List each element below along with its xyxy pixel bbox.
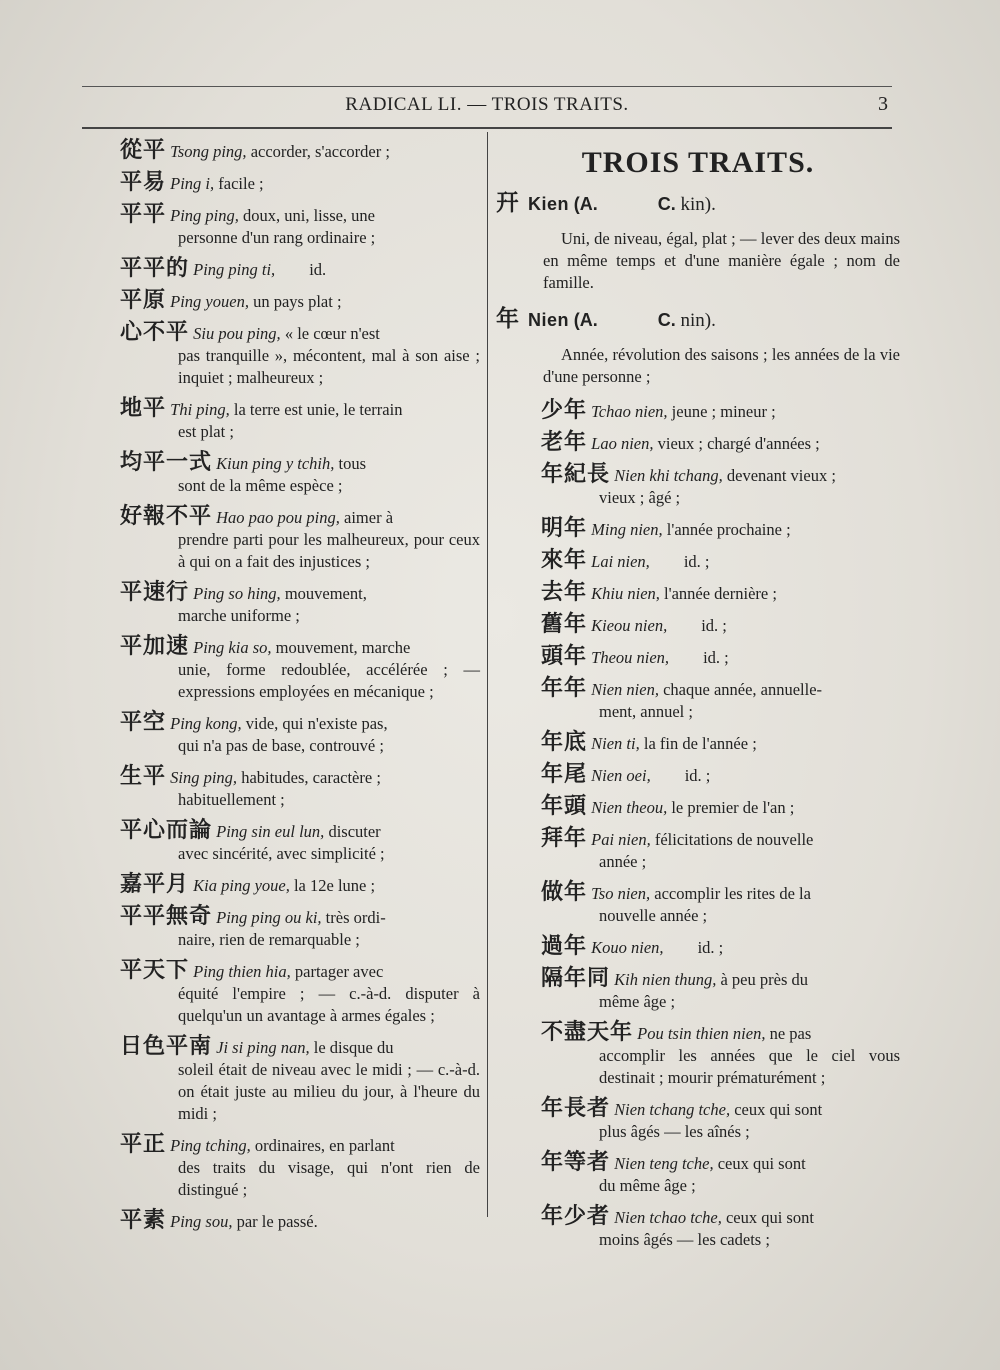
entry-characters: 平速行: [120, 580, 190, 605]
entry-characters: 年等者: [541, 1150, 611, 1175]
character-heading-nien: [496, 306, 900, 334]
entry-characters: 嘉平月: [120, 872, 190, 897]
entry-definition: félicitations de nouvelle: [650, 830, 814, 849]
dictionary-entry: [541, 936, 900, 959]
entry-definition-continued: vieux ; âgé ;: [599, 488, 681, 507]
dictionary-entry: [120, 258, 480, 281]
entry-definition-continued: marche uniforme ;: [178, 606, 300, 625]
entry-romanization: Tsong ping,: [170, 142, 247, 161]
entry-definition: accomplir les rites de la: [650, 884, 811, 903]
entry-definition: la terre est unie, le terrain: [229, 400, 403, 419]
entry-definition: vide, qui n'existe pas,: [241, 714, 388, 733]
heading-character: 幵: [496, 190, 520, 216]
entry-characters: 好報不平: [120, 504, 213, 529]
dictionary-entry: [120, 322, 480, 389]
dictionary-entry: [541, 882, 900, 927]
entry-definition: vieux ; chargé d'années ;: [653, 434, 820, 453]
entry-definition-continued: ment, annuel ;: [599, 702, 693, 721]
dictionary-entry: [120, 1134, 480, 1201]
entry-romanization: Nien khi tchang,: [614, 466, 723, 485]
entry-characters: 少年: [541, 398, 588, 423]
dictionary-entry: [541, 732, 900, 755]
dictionary-entry: [120, 906, 480, 951]
dictionary-entry: [541, 1022, 900, 1089]
entry-definition-continued: soleil était de niveau avec le midi ; — c.-à-d. on était juste au milieu du jour, à l'heure du midi ;: [178, 1060, 480, 1123]
entry-definition: habitudes, caractère ;: [237, 768, 381, 787]
entry-definition: ceux qui sont: [721, 1208, 814, 1227]
entry-definition: mouvement, marche: [271, 638, 411, 657]
entry-definition: l'année prochaine ;: [662, 520, 791, 539]
entry-characters: 平天下: [120, 958, 190, 983]
entry-characters: 平加速: [120, 634, 190, 659]
entry-definition: accorder, s'accorder ;: [246, 142, 390, 161]
entry-definition: discuter: [324, 822, 381, 841]
entry-definition-continued: accomplir les années que le ciel vous destinait ; mourir prématurément ;: [599, 1046, 900, 1087]
entry-definition: id. ;: [701, 616, 727, 635]
entry-romanization: Lao nien,: [591, 434, 654, 453]
dictionary-entry: [541, 582, 900, 605]
entry-definition-continued: personne d'un rang ordinaire ;: [178, 228, 376, 247]
entry-romanization: Nien tchang tche,: [614, 1100, 731, 1119]
heading-character: 年: [496, 306, 520, 332]
left-column: [120, 140, 480, 1242]
entry-characters: 來年: [541, 548, 588, 573]
entry-definition: très ordi-: [321, 908, 386, 927]
entry-characters: 年尾: [541, 762, 588, 787]
entry-characters: 平正: [120, 1132, 167, 1157]
dictionary-entry: [541, 400, 900, 423]
heading-c-label: C.: [657, 310, 676, 330]
dictionary-entry: [541, 828, 900, 873]
entry-definition-continued: prendre parti pour les malheureux, pour ceux à qui on a fait des injustices ;: [178, 530, 480, 571]
entry-characters: 年長者: [541, 1096, 611, 1121]
dictionary-entry: [541, 764, 900, 787]
entry-definition: id. ;: [697, 938, 724, 957]
entry-romanization: Ping sin eul lun,: [216, 822, 325, 841]
entry-definition: id.: [309, 260, 327, 279]
entry-definition: partager avec: [290, 962, 384, 981]
entry-definition-continued: pas tranquille », mécontent, mal à son aise ; inquiet ; malheureux ;: [178, 346, 480, 387]
entry-definition-continued: du même âge ;: [599, 1176, 696, 1195]
entry-characters: 地平: [120, 396, 167, 421]
entry-romanization: Ming nien,: [591, 520, 663, 539]
dictionary-entry: [541, 796, 900, 819]
entry-romanization: Nien ti,: [591, 734, 640, 753]
entry-definition-continued: plus âgés — les aînés ;: [599, 1122, 750, 1141]
entry-definition-continued: nouvelle année ;: [599, 906, 708, 925]
dictionary-entry: [120, 398, 480, 443]
dictionary-entry: [120, 1036, 480, 1125]
entry-characters: 均平一式: [120, 450, 213, 475]
entry-romanization: Ping ping,: [170, 206, 239, 225]
entry-characters: 平心而論: [120, 818, 213, 843]
dictionary-entry: [120, 712, 480, 757]
entry-romanization: Kouo nien,: [591, 938, 664, 957]
entry-definition: mouvement,: [280, 584, 367, 603]
entry-definition: doux, uni, lisse, une: [238, 206, 376, 225]
entry-characters: 做年: [541, 880, 588, 905]
heading-c-value: nin).: [680, 310, 716, 331]
entry-romanization: Pai nien,: [591, 830, 651, 849]
dictionary-entry: [120, 874, 480, 897]
entry-characters: 隔年同: [541, 966, 611, 991]
dictionary-entry: [120, 820, 480, 865]
entry-characters: 拜年: [541, 826, 588, 851]
heading-a-label: (A.: [573, 194, 598, 214]
entry-romanization: Nien theou,: [591, 798, 668, 817]
nien-compound-list: [496, 400, 900, 1251]
dictionary-entry: [541, 432, 900, 455]
entry-romanization: Ping sou,: [170, 1212, 233, 1231]
entry-definition-continued: sont de la même espèce ;: [178, 476, 343, 495]
entry-definition: par le passé.: [232, 1212, 318, 1231]
dictionary-entry: [541, 646, 900, 669]
entry-characters: 平平無奇: [120, 904, 213, 929]
entry-romanization: Ping ping ou ki,: [216, 908, 322, 927]
entry-romanization: Ping kong,: [170, 714, 242, 733]
heading-a-label: (A.: [573, 310, 598, 330]
dictionary-entry: [120, 506, 480, 573]
entry-definition: l'année dernière ;: [659, 584, 777, 603]
entry-romanization: Siu pou ping,: [193, 324, 281, 343]
entry-romanization: Nien nien,: [591, 680, 659, 699]
dictionary-entry: [120, 960, 480, 1027]
entry-characters: 生平: [120, 764, 167, 789]
dictionary-entry: [120, 204, 480, 249]
entry-characters: 年紀長: [541, 462, 611, 487]
entry-definition: jeune ; mineur ;: [667, 402, 776, 421]
entry-definition-continued: unie, forme redoublée, accélérée ; — expressions employées en mécanique ;: [178, 660, 480, 701]
entry-characters: 平平的: [120, 256, 190, 281]
entry-romanization: Kieou nien,: [591, 616, 668, 635]
entry-definition: devenant vieux ;: [722, 466, 836, 485]
dictionary-entry: [120, 766, 480, 811]
entry-definition: aimer à: [339, 508, 394, 527]
entry-definition-continued: habituellement ;: [178, 790, 285, 809]
dictionary-entry: [541, 1206, 900, 1251]
definition-kien: Uni, de niveau, égal, plat ; — lever des deux mains en même temps et d'une manière égale ; nom de famille.: [543, 229, 900, 292]
entry-definition: chaque année, annuelle-: [658, 680, 823, 699]
definition-nien: Année, révolution des saisons ; les années de la vie d'une personne ;: [543, 345, 900, 386]
entry-characters: 老年: [541, 430, 588, 455]
entry-characters: 明年: [541, 516, 588, 541]
dictionary-entry: [541, 614, 900, 637]
heading-romanization: Nien: [528, 310, 570, 330]
entry-characters: 平原: [120, 288, 167, 313]
entry-definition: ne pas: [765, 1024, 812, 1043]
dictionary-entry: [541, 1098, 900, 1143]
entry-definition-continued: année ;: [599, 852, 647, 871]
entry-definition-continued: qui n'a pas de base, controuvé ;: [178, 736, 384, 755]
entry-romanization: Ping so hing,: [193, 584, 281, 603]
entry-definition-continued: des traits du visage, qui n'ont rien de distingué ;: [178, 1158, 480, 1199]
entry-definition: facile ;: [214, 174, 264, 193]
entry-characters: 平空: [120, 710, 167, 735]
entry-definition-continued: même âge ;: [599, 992, 676, 1011]
entry-romanization: Pou tsin thien nien,: [637, 1024, 766, 1043]
dictionary-entry: [541, 518, 900, 541]
entry-romanization: Ping i,: [170, 174, 215, 193]
entry-characters: 頭年: [541, 644, 588, 669]
entry-definition-continued: moins âgés — les cadets ;: [599, 1230, 770, 1249]
entry-romanization: Tchao nien,: [591, 402, 668, 421]
entry-definition-continued: naire, rien de remarquable ;: [178, 930, 360, 949]
entry-romanization: Kia ping youe,: [193, 876, 290, 895]
entry-characters: 去年: [541, 580, 588, 605]
entry-romanization: Nien oei,: [591, 766, 651, 785]
entry-definition: ordinaires, en parlant: [250, 1136, 395, 1155]
entry-romanization: Khiu nien,: [591, 584, 660, 603]
entry-romanization: Theou nien,: [591, 648, 670, 667]
entry-romanization: Ping ping ti,: [193, 260, 276, 279]
entry-definition: id. ;: [683, 552, 710, 571]
entry-romanization: Nien teng tche,: [614, 1154, 714, 1173]
dictionary-entry: [541, 968, 900, 1013]
entry-definition: ceux qui sont: [713, 1154, 806, 1173]
page-number: 3: [878, 93, 888, 115]
entry-characters: 平素: [120, 1208, 167, 1233]
entry-romanization: Ji si ping nan,: [216, 1038, 310, 1057]
dictionary-entry: [120, 1210, 480, 1233]
entry-romanization: Ping kia so,: [193, 638, 272, 657]
entry-romanization: Ping tching,: [170, 1136, 251, 1155]
entry-romanization: Lai nien,: [591, 552, 650, 571]
entry-definition: la fin de l'année ;: [639, 734, 757, 753]
entry-characters: 平平: [120, 202, 167, 227]
entry-definition-continued: avec sincérité, avec simplicité ;: [178, 844, 385, 863]
right-column: [496, 140, 900, 1260]
entry-characters: 從平: [120, 138, 167, 163]
heading-romanization: Kien: [528, 194, 570, 214]
header-rule-bottom: [82, 127, 892, 129]
entry-definition-continued: est plat ;: [178, 422, 234, 441]
column-divider: [487, 132, 488, 1217]
dictionary-entry: [541, 1152, 900, 1197]
dictionary-entry: [120, 290, 480, 313]
dictionary-entry: [120, 172, 480, 195]
entry-definition: le premier de l'an ;: [667, 798, 795, 817]
entry-characters: 舊年: [541, 612, 588, 637]
entry-romanization: Ping thien hia,: [193, 962, 291, 981]
entry-romanization: Kiun ping y tchih,: [216, 454, 335, 473]
dictionary-entry: [541, 464, 900, 509]
heading-c-label: C.: [657, 194, 676, 214]
entry-definition: tous: [334, 454, 367, 473]
heading-c-value: kin).: [680, 194, 716, 215]
entry-romanization: Kih nien thung,: [614, 970, 717, 989]
dictionary-entry: [120, 452, 480, 497]
entry-characters: 不盡天年: [541, 1020, 634, 1045]
entry-definition: un pays plat ;: [248, 292, 342, 311]
entry-characters: 過年: [541, 934, 588, 959]
entry-definition: « le cœur n'est: [280, 324, 380, 343]
entry-definition: à peu près du: [716, 970, 808, 989]
entry-romanization: Tso nien,: [591, 884, 651, 903]
entry-characters: 年少者: [541, 1204, 611, 1229]
entry-definition: id. ;: [703, 648, 729, 667]
character-heading-kien: [496, 190, 900, 218]
dictionary-entry: [541, 550, 900, 573]
entry-characters: 年頭: [541, 794, 588, 819]
entry-characters: 平易: [120, 170, 167, 195]
entry-characters: 心不平: [120, 320, 190, 345]
section-title: TROIS TRAITS.: [581, 146, 815, 179]
entry-definition: le disque du: [309, 1038, 394, 1057]
header-rule-top: [82, 86, 892, 87]
entry-characters: 日色平南: [120, 1034, 213, 1059]
entry-definition: la 12e lune ;: [289, 876, 376, 895]
dictionary-entry: [541, 678, 900, 723]
entry-definition: id. ;: [684, 766, 711, 785]
running-head: RADICAL LI. — TROIS TRAITS.: [345, 94, 629, 115]
dictionary-entry: [120, 140, 480, 163]
dictionary-entry: [120, 582, 480, 627]
entry-characters: 年底: [541, 730, 588, 755]
entry-romanization: Ping youen,: [170, 292, 249, 311]
entry-romanization: Thi ping,: [170, 400, 230, 419]
entry-romanization: Nien tchao tche,: [614, 1208, 722, 1227]
entry-romanization: Sing ping,: [170, 768, 238, 787]
entry-definition-continued: équité l'empire ; — c.-à-d. disputer à quelqu'un un avantage à armes égales ;: [178, 984, 480, 1025]
entry-characters: 年年: [541, 676, 588, 701]
entry-definition: ceux qui sont: [730, 1100, 823, 1119]
dictionary-entry: [120, 636, 480, 703]
entry-romanization: Hao pao pou ping,: [216, 508, 340, 527]
